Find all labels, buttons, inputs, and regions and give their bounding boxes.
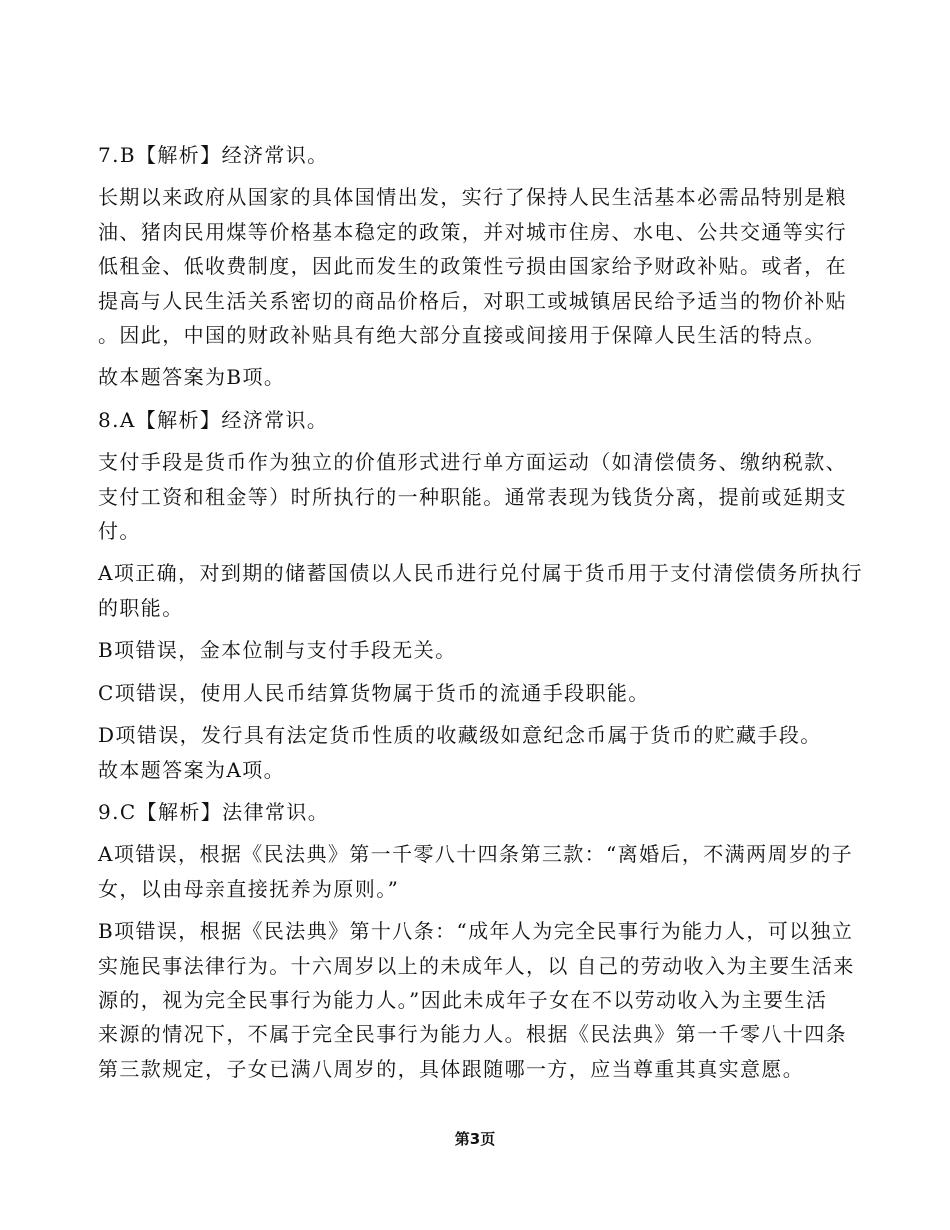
q9-option-a-line-1: A项错误，根据《民法典》第一千零八十四条第三款：“离婚后，不满两周岁的子 — [98, 842, 854, 867]
q9-option-b-line-1: B项错误，根据《民法典》第十八条：“成年人为完全民事行为能力人，可以独立 — [98, 919, 854, 944]
q8-option-a-line-1: A项正确，对到期的储蓄国债以人民币进行兑付属于货币用于支付清偿债务所执行 — [98, 561, 863, 586]
q8-intro-line-2: 支付工资和租金等）时所执行的一种职能。通常表现为钱货分离，提前或延期支 — [98, 484, 847, 509]
q7-answer: 故本题答案为B项。 — [98, 365, 286, 390]
q8-option-a-line-2: 的职能。 — [98, 595, 184, 620]
q9-option-b-line-2: 实施民事法律行为。十六周岁以上的未成年人，以 自己的劳动收入为主要生活来 — [98, 953, 855, 978]
q7-line-2: 油、猪肉民用煤等价格基本稳定的政策，并对城市住房、水电、公共交通等实行 — [98, 219, 847, 244]
document-body — [98, 138, 873, 1086]
q7-heading: 7.B【解析】经济常识。 — [98, 143, 329, 167]
q9-option-b-line-4: 来源的情况下，不属于完全民事行为能力人。根据《民法典》第一千零八十四条 — [98, 1022, 847, 1047]
q8-answer: 故本题答案为A项。 — [98, 757, 286, 782]
q8-intro-line-1: 支付手段是货币作为独立的价值形式进行单方面运动（如清偿债务、缴纳税款、 — [98, 450, 847, 475]
q9-option-a-line-2: 女，以由母亲直接抚养为原则。” — [98, 876, 400, 901]
q9-option-b-line-5: 第三款规定，子女已满八周岁的，具体跟随哪一方，应当尊重其真实意愿。 — [98, 1056, 805, 1081]
q9-heading: 9.C【解析】法律常识。 — [98, 799, 330, 824]
q8-heading: 8.A【解析】经济常识。 — [98, 407, 329, 432]
page-number: 第3页 — [454, 1130, 496, 1148]
q8-intro-line-3: 付。 — [98, 519, 141, 544]
q8-option-c: C项错误，使用人民币结算货物属于货币的流通手段职能。 — [98, 680, 650, 705]
q8-option-b: B项错误，金本位制与支付手段无关。 — [98, 638, 457, 663]
q7-line-4: 提高与人民生活关系密切的商品价格后，对职工或城镇居民给予适当的物价补贴 — [98, 288, 847, 313]
q7-line-1: 长期以来政府从国家的具体国情出发，实行了保持人民生活基本必需品特别是粮 — [98, 185, 847, 210]
q8-option-d: D项错误，发行具有法定货币性质的收藏级如意纪念币属于货币的贮藏手段。 — [98, 723, 822, 748]
q9-option-b-line-3: 源的，视为完全民事行为能力人。”因此未成年子女在不以劳动收入为主要生活 — [98, 987, 828, 1012]
q7-line-5: 。因此，中国的财政补贴具有绝大部分直接或间接用于保障人民生活的特点。 — [98, 323, 826, 348]
q7-line-3: 低租金、低收费制度，因此而发生的政策性亏损由国家给予财政补贴。或者，在 — [98, 254, 847, 279]
